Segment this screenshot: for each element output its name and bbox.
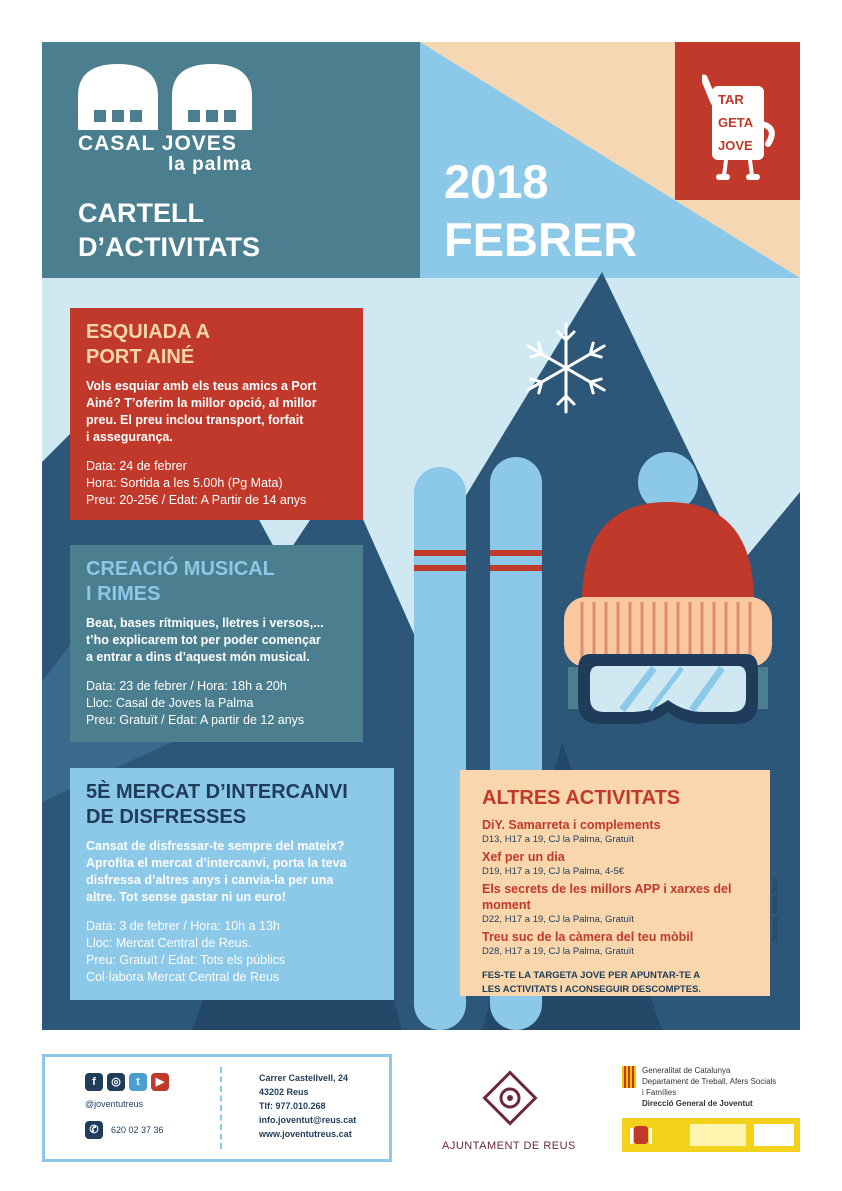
card-mercat-desc-4: altre. Tot sense gastar ni un euro! — [86, 890, 286, 904]
year: 2018 — [444, 155, 549, 208]
altres-item-title: DiY. Samarreta i complements — [482, 818, 661, 832]
altres-item-title: Treu suc de la càmera del teu mòbil — [482, 930, 694, 944]
altres-item-detail: D22, H17 a 19, CJ la Palma, Gratuït — [482, 914, 635, 925]
card-musical-detail-1: Data: 23 de febrer / Hora: 18h a 20h — [86, 679, 287, 693]
page-title-line2: D’ACTIVITATS — [78, 232, 260, 262]
card-creacio-musical — [70, 545, 363, 742]
gencat-line1: Generalitat de Catalunya — [642, 1066, 731, 1075]
footer-contact — [42, 1054, 392, 1162]
youtube-icon[interactable]: ▶ — [151, 1073, 169, 1091]
card-esquiada-title-2: PORT AINÉ — [86, 346, 195, 368]
page-title-line1: CARTELL — [78, 198, 204, 228]
instagram-icon[interactable]: ◎ — [107, 1073, 125, 1091]
altres-item-title: Xef per un dia — [482, 850, 565, 864]
altres-item-detail: D19, H17 a 19, CJ la Palma, 4-5€ — [482, 866, 625, 877]
design-credit: Disseny: Núria Dans — [772, 878, 779, 942]
twitter-icon[interactable]: t — [129, 1073, 147, 1091]
card-esquiada-desc-3: preu. El preu inclou transport, forfait — [86, 413, 304, 427]
card-mercat-detail-2: Lloc: Mercat Central de Reus. — [86, 936, 252, 950]
injuve-block — [754, 1124, 794, 1146]
ajuntament-reus-logo-icon — [482, 1070, 538, 1126]
address-line1: Carrer Castellvell, 24 — [259, 1073, 349, 1083]
card-musical-title-2: I RIMES — [86, 583, 161, 605]
poster — [42, 42, 800, 1030]
card-altres-activitats — [460, 770, 770, 996]
card-mercat-desc-2: Aprofita el mercat d’intercanvi, porta la teva — [86, 856, 347, 870]
card-musical-title-1: CREACIÓ MUSICAL — [86, 558, 275, 580]
footer-divider — [220, 1067, 222, 1149]
email-link[interactable]: info.joventut@reus.cat — [259, 1115, 357, 1125]
card-musical-desc-3: a entrar a dins d’aquest món musical. — [86, 650, 310, 664]
gencat-line2: Departament de Treball, Afers Socials — [642, 1077, 777, 1086]
altres-cta-line1: FES-TE LA TARGETA JOVE PER APUNTAR-TE A — [482, 970, 701, 981]
card-musical-detail-2: Lloc: Casal de Joves la Palma — [86, 696, 254, 710]
month: FEBRER — [444, 213, 638, 266]
card-mercat-intercanvi — [70, 768, 394, 1000]
targeta-badge-line3: JOVE — [718, 138, 753, 153]
web-link[interactable]: www.joventutreus.cat — [259, 1129, 352, 1139]
card-mercat-detail-1: Data: 3 de febrer / Hora: 10h a 13h — [86, 919, 280, 933]
casal-joves-logo-icon — [78, 64, 252, 130]
targeta-badge-line2: GETA — [718, 115, 754, 130]
social-handle[interactable]: @joventutreus — [85, 1099, 144, 1109]
phone-number[interactable]: 620 02 37 36 — [111, 1125, 164, 1135]
card-esquiada-title-1: ESQUIADA A — [86, 321, 211, 343]
ministerio-block — [690, 1124, 746, 1146]
card-esquiada-desc-4: i assegurança. — [86, 430, 173, 444]
altres-item-detail: D28, H17 a 19, CJ la Palma, Gratuït — [482, 946, 635, 957]
card-mercat-title-1: 5È MERCAT D’INTERCANVI — [86, 781, 348, 803]
snowflake-icon — [518, 320, 614, 416]
gencat-line4: Direcció General de Joventut — [642, 1099, 753, 1108]
address-line2: 43202 Reus — [259, 1087, 309, 1097]
card-esquiada-detail-2: Hora: Sortida a les 5.00h (Pg Mata) — [86, 476, 283, 490]
card-mercat-desc-1: Cansat de disfressar-te sempre del mateix? — [86, 839, 345, 853]
card-esquiada-detail-3: Preu: 20-25€ / Edat: A Partir de 14 anys — [86, 493, 307, 507]
targeta-badge-line1: TAR — [718, 92, 744, 107]
gencat-line3: i Famílies — [642, 1088, 677, 1097]
card-musical-desc-1: Beat, bases rítmiques, lletres i versos,... — [86, 616, 324, 630]
card-esquiada-desc-2: Ainé? T’oferim la millor opció, al millor — [86, 396, 317, 410]
card-mercat-desc-3: disfressa d’altres anys i canvia-la per una — [86, 873, 334, 887]
card-mercat-detail-3: Preu: Gratuït / Edat: Tots els públics — [86, 953, 286, 967]
card-musical-desc-2: t’ho explicarem tot per poder començar — [86, 633, 321, 647]
card-esquiada-desc-1: Vols esquiar amb els teus amics a Port — [86, 379, 317, 393]
card-esquiada-detail-1: Data: 24 de febrer — [86, 459, 187, 473]
logo-line2: la palma — [168, 154, 253, 175]
logo-line1: CASAL JOVES — [78, 132, 237, 155]
altres-title: ALTRES ACTIVITATS — [482, 787, 681, 809]
card-esquiada — [70, 308, 363, 520]
altres-item-title: Els secrets de les millors APP i xarxes del moment — [482, 882, 732, 912]
card-musical-detail-3: Preu: Gratuït / Edat: A partir de 12 anys — [86, 713, 305, 727]
telephone: Tlf: 977.010.268 — [259, 1101, 326, 1111]
spain-crest-icon — [628, 1122, 654, 1148]
whatsapp-icon[interactable]: ✆ — [85, 1121, 103, 1139]
altres-item-detail: D13, H17 a 19, CJ la Palma, Gratuït — [482, 834, 635, 845]
altres-cta-line2: LES ACTIVITATS I ACONSEGUIR DESCOMPTES. — [482, 984, 702, 995]
card-mercat-detail-4: Col·labora Mercat Central de Reus — [86, 970, 280, 984]
ajuntament-reus-label: AJUNTAMENT DE REUS — [442, 1140, 576, 1152]
facebook-icon[interactable]: f — [85, 1073, 103, 1091]
gencat-flag-icon — [622, 1066, 636, 1088]
card-mercat-title-2: DE DISFRESSES — [86, 806, 247, 828]
